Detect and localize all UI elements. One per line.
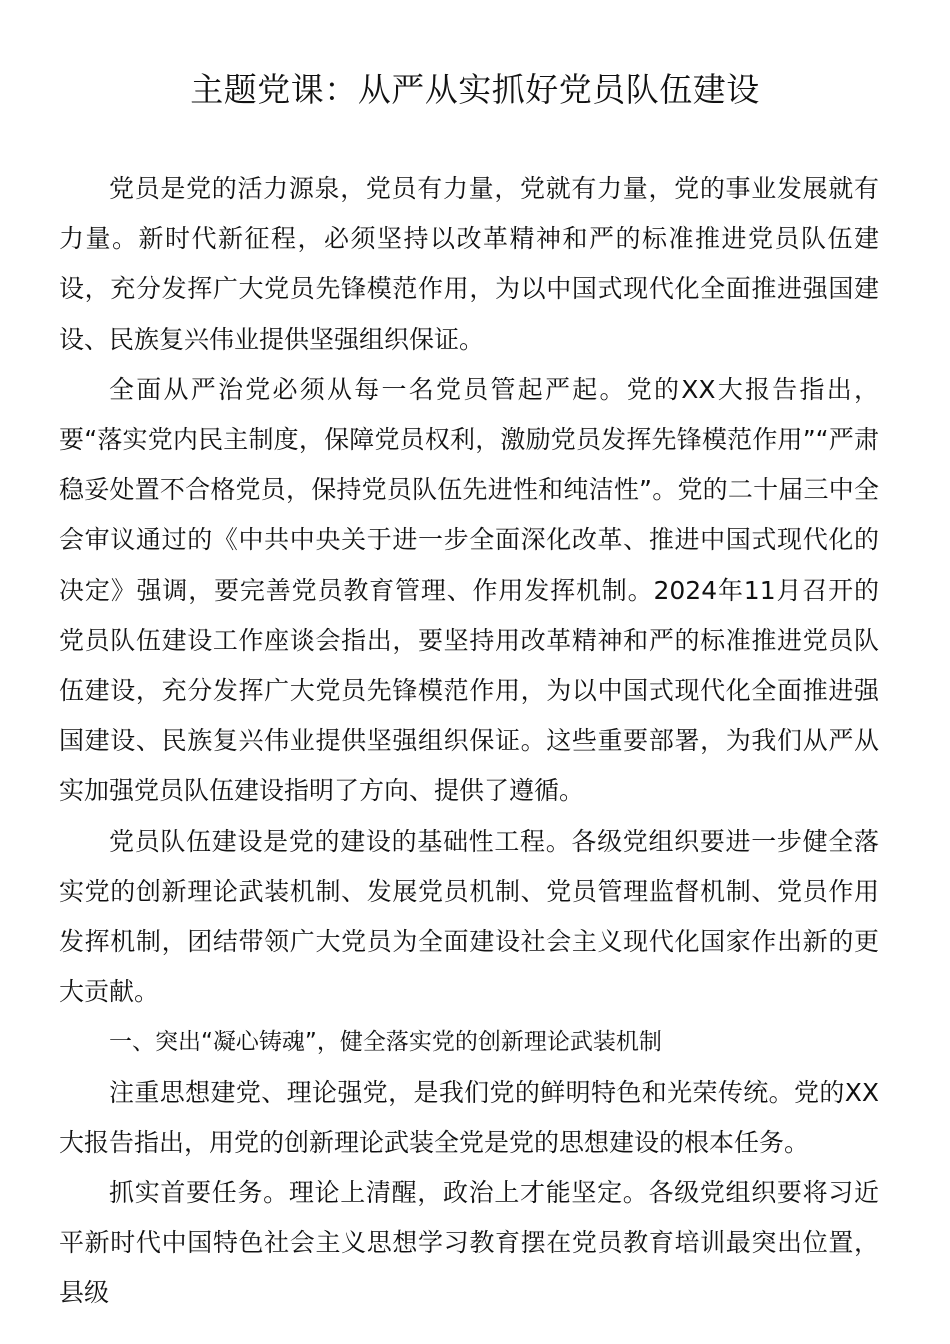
paragraph: 注重思想建党、理论强党，是我们党的鲜明特色和光荣传统。党的XX大报告指出，用党的创新理论武装全党是党的思想建设的根本任务。 <box>59 1077 879 1157</box>
paragraph: 全面从严治党必须从每一名党员管起严起。党的XX大报告指出，要“落实党内民主制度，保障党员权利，激励党员发挥先锋模范作用”“严肃稳妥处置不合格党员，保持党员队伍先进性和纯洁性”。党的二十届三中全会审议通过的《中共中央关于进一步全面深化改革、推进中国式现代化的决定》强调，要完善党员教育管理、作用发挥机制。2024年11月召开的党员队伍建设工作座谈会指出，要坚持用改革精神和严的标准推进党员队伍建设，充分发挥广大党员先锋模范作用，为以中国式现代化全面推进强国建设、民族复兴伟业提供坚强组织保证。这些重要部署，为我们从严从实加强党员队伍建设指明了方向、提供了遵循。 <box>59 374 879 806</box>
paragraph: 党员是党的活力源泉，党员有力量，党就有力量，党的事业发展就有力量。新时代新征程，必须坚持以改革精神和严的标准推进党员队伍建设，充分发挥广大党员先锋模范作用，为以中国式现代化全面推进强国建设、民族复兴伟业提供坚强组织保证。 <box>59 174 879 354</box>
document-body <box>59 164 879 1319</box>
document-title: 主题党课：从严从实抓好党员队伍建设 <box>190 70 760 109</box>
paragraph: 抓实首要任务。理论上清醒，政治上才能坚定。各级党组织要将习近平新时代中国特色社会主义思想学习教育摆在党员教育培训最突出位置，县级 <box>59 1178 879 1308</box>
paragraph: 党员队伍建设是党的建设的基础性工程。各级党组织要进一步健全落实党的创新理论武装机制、发展党员机制、党员管理监督机制、党员作用发挥机制，团结带领广大党员为全面建设社会主义现代化国家作出新的更大贡献。 <box>59 826 879 1007</box>
section-heading: 一、突出“凝心铸魂”，健全落实党的创新理论武装机制 <box>109 1029 662 1056</box>
